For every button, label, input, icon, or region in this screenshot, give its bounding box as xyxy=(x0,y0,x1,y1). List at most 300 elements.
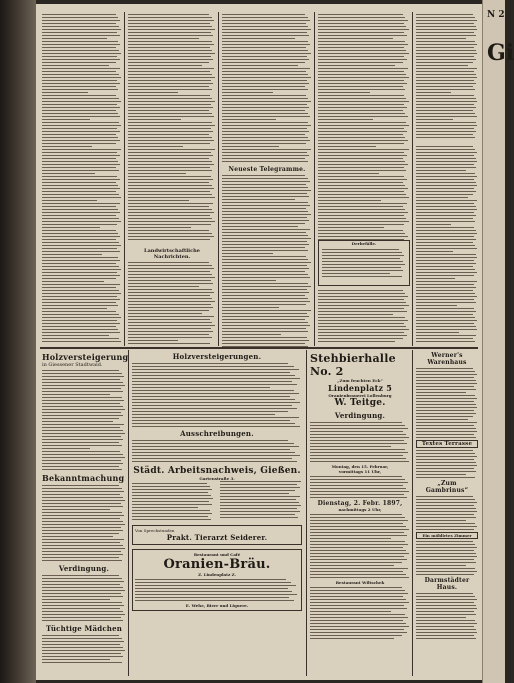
ads-center-column xyxy=(132,352,302,678)
text-line xyxy=(128,218,212,219)
text-line xyxy=(42,191,116,192)
stehbierhalle-name: W. Teitge. xyxy=(334,398,386,408)
text-line xyxy=(222,131,309,132)
text-line xyxy=(42,335,109,336)
text-line xyxy=(42,376,124,377)
text-line xyxy=(416,179,474,180)
text-line xyxy=(42,311,116,312)
text-line xyxy=(310,437,409,438)
text-line xyxy=(416,92,451,93)
text-line xyxy=(135,582,291,583)
text-line xyxy=(128,80,211,81)
text-line xyxy=(42,266,119,267)
text-line xyxy=(310,529,409,530)
text-line xyxy=(318,125,409,126)
text-line xyxy=(222,137,308,138)
text-line xyxy=(416,167,476,168)
text-line xyxy=(128,155,213,156)
text-line xyxy=(128,23,210,24)
text-line xyxy=(222,196,309,197)
text-line xyxy=(310,425,405,426)
text-line xyxy=(128,179,213,180)
text-line xyxy=(42,260,120,261)
text-line xyxy=(318,89,405,90)
text-line xyxy=(416,611,474,612)
text-line xyxy=(310,452,408,453)
text-line xyxy=(318,161,405,162)
text-line xyxy=(322,270,403,271)
text-line xyxy=(416,317,475,318)
text-line xyxy=(42,545,123,546)
text-line xyxy=(416,89,475,90)
text-line xyxy=(128,197,215,198)
text-line xyxy=(128,277,215,278)
text-line xyxy=(318,320,408,321)
text-line xyxy=(42,382,123,383)
text-line xyxy=(416,341,475,342)
text-line xyxy=(128,41,212,42)
text-line xyxy=(318,110,403,111)
text-line xyxy=(318,131,407,132)
text-line xyxy=(416,571,477,572)
text-line xyxy=(128,158,209,159)
text-line xyxy=(128,116,214,117)
text-line xyxy=(42,218,119,219)
text-line xyxy=(128,334,209,335)
text-line xyxy=(416,266,473,267)
text-line xyxy=(42,227,100,228)
text-line xyxy=(310,443,407,444)
text-line xyxy=(42,125,121,126)
text-line xyxy=(310,611,391,612)
text-line xyxy=(128,292,214,293)
text-line xyxy=(135,585,296,586)
text-line xyxy=(416,47,474,48)
text-line xyxy=(416,95,474,96)
text-line xyxy=(42,50,119,51)
text-line xyxy=(128,268,214,269)
text-line xyxy=(220,499,296,500)
stehbierhalle-sub: „Zum feuchten Eck“ xyxy=(337,378,383,383)
text-line xyxy=(416,290,473,291)
text-line xyxy=(222,214,311,215)
text-line xyxy=(132,461,297,462)
text-line xyxy=(310,428,408,429)
text-line xyxy=(128,173,186,174)
text-line xyxy=(42,41,118,42)
text-line xyxy=(42,305,118,306)
text-line xyxy=(310,577,409,578)
text-line xyxy=(42,466,119,467)
text-line xyxy=(42,427,120,428)
text-line xyxy=(42,74,119,75)
text-line xyxy=(132,411,288,412)
text-line xyxy=(42,200,97,201)
text-line xyxy=(416,574,474,575)
text-line xyxy=(416,260,474,261)
text-line xyxy=(310,547,403,548)
text-line xyxy=(222,331,308,332)
text-line xyxy=(318,290,403,291)
text-line xyxy=(318,104,404,105)
text-line xyxy=(42,509,110,510)
text-line xyxy=(42,506,123,507)
text-line xyxy=(318,329,409,330)
text-line xyxy=(222,59,309,60)
text-line xyxy=(42,113,118,114)
text-line xyxy=(42,644,120,645)
text-line xyxy=(42,269,121,270)
text-line xyxy=(128,32,211,33)
text-line xyxy=(128,125,215,126)
oranien-ad xyxy=(132,549,302,611)
text-line xyxy=(416,453,475,454)
text-line xyxy=(128,20,214,21)
text-line xyxy=(222,62,305,63)
text-line xyxy=(416,122,476,123)
text-line xyxy=(416,386,474,387)
text-line xyxy=(416,556,477,557)
text-line xyxy=(416,299,474,300)
text-line xyxy=(416,251,453,252)
text-line xyxy=(318,35,407,36)
text-line xyxy=(42,140,120,141)
text-line xyxy=(222,307,279,308)
text-line xyxy=(42,638,122,639)
text-line xyxy=(128,185,212,186)
text-line xyxy=(318,56,404,57)
text-line xyxy=(128,14,209,15)
text-line xyxy=(222,292,309,293)
text-line xyxy=(42,137,118,138)
text-line xyxy=(128,206,209,207)
text-line xyxy=(416,272,477,273)
text-line xyxy=(42,584,120,585)
text-line xyxy=(318,143,404,144)
text-line xyxy=(42,575,119,576)
text-line xyxy=(42,551,121,552)
text-line xyxy=(42,149,121,150)
text-line xyxy=(310,635,402,636)
column-rule xyxy=(412,350,413,676)
text-line xyxy=(222,184,306,185)
column-rule xyxy=(412,12,413,346)
text-line xyxy=(222,328,306,329)
text-line xyxy=(310,482,408,483)
text-line xyxy=(128,68,214,69)
text-line xyxy=(128,65,202,66)
text-line xyxy=(322,252,402,253)
oranien-tail: E. Wehe, Bierr und Liquere. xyxy=(185,603,249,608)
text-line xyxy=(128,343,210,344)
text-line xyxy=(42,89,118,90)
text-line xyxy=(128,316,214,317)
text-line xyxy=(42,44,120,45)
text-line xyxy=(128,236,214,237)
text-line xyxy=(128,310,209,311)
text-line xyxy=(42,317,121,318)
text-line xyxy=(222,280,276,281)
text-line xyxy=(310,476,402,477)
text-line xyxy=(416,38,466,39)
text-line xyxy=(132,408,297,409)
text-line xyxy=(310,623,406,624)
text-line xyxy=(128,44,214,45)
text-line xyxy=(310,440,404,441)
text-line xyxy=(222,143,306,144)
text-line xyxy=(310,571,403,572)
text-line xyxy=(222,92,273,93)
text-line xyxy=(416,398,477,399)
text-line xyxy=(318,176,404,177)
text-line xyxy=(416,502,477,503)
text-line xyxy=(416,287,476,288)
text-line xyxy=(220,514,295,515)
text-line xyxy=(222,262,311,263)
text-line xyxy=(42,158,116,159)
text-line xyxy=(128,137,212,138)
text-line xyxy=(416,125,477,126)
text-line xyxy=(42,308,107,309)
text-line xyxy=(222,44,310,45)
text-line xyxy=(416,326,476,327)
text-line xyxy=(222,298,308,299)
text-line xyxy=(416,374,477,375)
arbeitsnachweis-sub: Gartenstraße 3. xyxy=(199,476,235,481)
text-line xyxy=(132,363,288,364)
text-line xyxy=(222,325,310,326)
text-line xyxy=(416,305,457,306)
text-line xyxy=(416,59,476,60)
text-line xyxy=(416,308,474,309)
text-line xyxy=(416,158,476,159)
text-line xyxy=(416,23,474,24)
wirth-title: Restaurant Wiltschek xyxy=(335,580,385,585)
text-line xyxy=(42,409,125,410)
text-line xyxy=(416,50,476,51)
text-line xyxy=(318,77,409,78)
text-line xyxy=(42,521,123,522)
text-line xyxy=(42,281,104,282)
text-line xyxy=(416,107,476,108)
text-line xyxy=(128,337,212,338)
text-line xyxy=(310,562,402,563)
text-line xyxy=(416,496,473,497)
text-line xyxy=(416,83,476,84)
text-line xyxy=(322,276,402,277)
text-line xyxy=(416,119,453,120)
text-line xyxy=(310,532,404,533)
text-line xyxy=(128,182,209,183)
text-line xyxy=(128,203,213,204)
text-line xyxy=(42,560,122,561)
text-line xyxy=(416,541,473,542)
text-line xyxy=(222,98,308,99)
text-line xyxy=(318,293,405,294)
text-line xyxy=(310,587,402,588)
warnes-title: Werner's Warenhaus xyxy=(427,352,467,366)
text-line xyxy=(222,313,307,314)
text-line xyxy=(318,200,381,201)
text-line xyxy=(42,451,120,452)
text-line xyxy=(42,527,121,528)
text-line xyxy=(222,53,311,54)
text-line xyxy=(310,565,394,566)
text-line xyxy=(416,101,477,102)
text-line xyxy=(42,86,116,87)
text-line xyxy=(416,565,466,566)
text-line xyxy=(416,404,476,405)
text-line xyxy=(128,101,215,102)
text-line xyxy=(416,505,474,506)
text-line xyxy=(416,422,477,423)
column-3-telegramme xyxy=(222,166,312,344)
text-line xyxy=(42,512,122,513)
text-line xyxy=(42,415,123,416)
text-line xyxy=(318,122,406,123)
landwirtschaft-heading: Landwirtschaftliche Nachrichten. xyxy=(144,248,200,260)
text-line xyxy=(220,484,297,485)
text-line xyxy=(222,158,305,159)
text-line xyxy=(222,295,305,296)
column-3-text xyxy=(222,12,312,162)
text-line xyxy=(416,553,476,554)
versteigerung-date: Montag, den 15. Februar, xyxy=(331,464,389,469)
text-line xyxy=(318,215,404,216)
text-line xyxy=(318,71,404,72)
text-line xyxy=(416,517,476,518)
text-line xyxy=(416,35,476,36)
text-line xyxy=(310,491,409,492)
text-line xyxy=(318,74,406,75)
text-line xyxy=(310,514,402,515)
text-line xyxy=(42,370,119,371)
text-line xyxy=(416,410,474,411)
text-line xyxy=(128,83,213,84)
text-line xyxy=(42,248,117,249)
text-line xyxy=(310,455,403,456)
text-line xyxy=(128,227,191,228)
text-line xyxy=(318,65,395,66)
text-line xyxy=(222,220,309,221)
text-line xyxy=(222,161,308,162)
text-line xyxy=(318,338,403,339)
text-line xyxy=(416,392,466,393)
text-line xyxy=(416,56,474,57)
text-line xyxy=(222,181,310,182)
text-line xyxy=(42,98,119,99)
text-line xyxy=(132,414,275,415)
text-line xyxy=(416,477,475,478)
text-line xyxy=(42,590,125,591)
text-line xyxy=(318,326,406,327)
text-line xyxy=(310,574,406,575)
text-line xyxy=(310,494,404,495)
text-line xyxy=(128,209,212,210)
text-line xyxy=(222,334,281,335)
text-line xyxy=(416,468,474,469)
text-line xyxy=(222,71,306,72)
text-line xyxy=(416,173,475,174)
text-line xyxy=(42,242,119,243)
text-line xyxy=(318,203,407,204)
versteigerung-time: vormittags 11 Uhr, xyxy=(338,469,382,474)
text-line xyxy=(416,41,475,42)
text-line xyxy=(128,38,199,39)
text-line xyxy=(310,617,408,618)
text-line xyxy=(416,20,477,21)
text-line xyxy=(42,290,119,291)
text-line xyxy=(132,498,213,499)
text-line xyxy=(42,314,119,315)
text-line xyxy=(222,119,276,120)
text-line xyxy=(416,116,477,117)
text-line xyxy=(42,302,116,303)
text-line xyxy=(416,176,477,177)
text-line xyxy=(318,149,409,150)
text-line xyxy=(318,197,409,198)
text-line xyxy=(128,191,210,192)
text-line xyxy=(222,337,307,338)
text-line xyxy=(128,98,212,99)
text-line xyxy=(222,232,306,233)
text-line xyxy=(42,47,116,48)
text-line xyxy=(310,593,408,594)
text-line xyxy=(222,247,305,248)
text-line xyxy=(132,510,210,511)
text-line xyxy=(310,535,407,536)
text-line xyxy=(416,71,474,72)
text-line xyxy=(416,456,477,457)
text-line xyxy=(128,17,212,18)
text-line xyxy=(318,152,404,153)
column-rule xyxy=(218,12,219,346)
text-line xyxy=(416,233,477,234)
text-line xyxy=(128,167,210,168)
text-line xyxy=(42,95,116,96)
text-line xyxy=(416,550,474,551)
text-line xyxy=(220,487,300,488)
text-line xyxy=(128,331,213,332)
text-line xyxy=(42,418,119,419)
text-line xyxy=(318,230,403,231)
text-line xyxy=(42,617,121,618)
text-line xyxy=(132,519,211,520)
text-line xyxy=(310,422,402,423)
text-line xyxy=(416,161,477,162)
text-line xyxy=(128,143,210,144)
text-line xyxy=(310,559,407,560)
text-line xyxy=(42,469,122,470)
text-line xyxy=(416,224,451,225)
text-line xyxy=(220,493,289,494)
text-line xyxy=(128,289,212,290)
text-line xyxy=(42,299,120,300)
text-line xyxy=(42,421,113,422)
text-line xyxy=(132,390,294,391)
text-line xyxy=(416,191,476,192)
text-line xyxy=(222,35,309,36)
ads-right-center-column xyxy=(310,352,410,678)
text-line xyxy=(42,212,120,213)
text-line xyxy=(132,426,300,427)
column-4-text xyxy=(318,12,410,242)
text-line xyxy=(310,538,391,539)
text-line xyxy=(416,149,475,150)
text-line xyxy=(416,200,477,201)
ads-right-column xyxy=(416,352,478,678)
text-line xyxy=(416,77,477,78)
